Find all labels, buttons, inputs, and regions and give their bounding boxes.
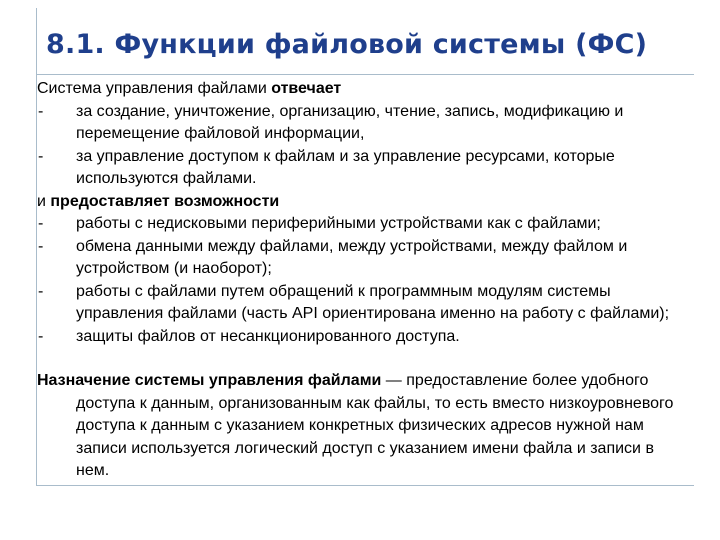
list-item-text: работы с файлами путем обращений к программным модулям системы управления файлами (часть API ориентирована именно на работу с файлами); (76, 282, 670, 322)
list-item (37, 213, 687, 236)
page-title: 8.1. Функции файловой системы (ФС) (46, 29, 648, 60)
capabilities-bold: предоставляет возможности (50, 192, 280, 210)
purpose-label: Назначение системы управления файлами (37, 372, 382, 389)
spacer (37, 348, 687, 370)
bottom-rule (36, 485, 694, 486)
list-item-text: обмена данными между файлами, между устройствами, между файлом и устройством (и наоборот); (76, 237, 628, 277)
slide-content (37, 78, 687, 483)
list-item (37, 146, 687, 191)
bullet-dash: - (38, 282, 44, 300)
purpose-paragraph (37, 370, 687, 483)
list-item-text: защиты файлов от несанкционированного доступа. (76, 327, 460, 345)
list-item (37, 326, 687, 349)
capabilities-paragraph (37, 191, 687, 214)
intro-text: Система управления файлами (37, 80, 272, 97)
title-underline (36, 74, 694, 75)
bullet-dash: - (38, 147, 44, 165)
bullet-dash: - (38, 215, 44, 232)
intro-paragraph (37, 78, 687, 101)
capabilities-text: и (37, 192, 51, 210)
list-item-text: за создание, уничтожение, организацию, чтение, запись, модификацию и перемещение файловой информации, (76, 102, 624, 142)
list-item-text: за управление доступом к файлам и за управление ресурсами, которые используются файлами. (76, 147, 615, 187)
purpose-text: — предоставление более удобного доступа к данным, организованным как файлы, то есть вместо низкоуровневого доступа к данным с указанием конкретных физических адресов нужной нам записи используется логический доступ с указанием имени файла и записи в нем. (76, 372, 674, 479)
list-item (37, 101, 687, 146)
list-item (37, 236, 687, 281)
intro-bold: отвечает (271, 80, 342, 97)
bullet-dash: - (38, 327, 44, 345)
bullet-dash: - (38, 237, 44, 255)
list-item-text: работы с недисковыми периферийными устройствами как с файлами; (76, 215, 601, 232)
list-item (37, 281, 687, 326)
bullet-dash: - (38, 102, 44, 120)
